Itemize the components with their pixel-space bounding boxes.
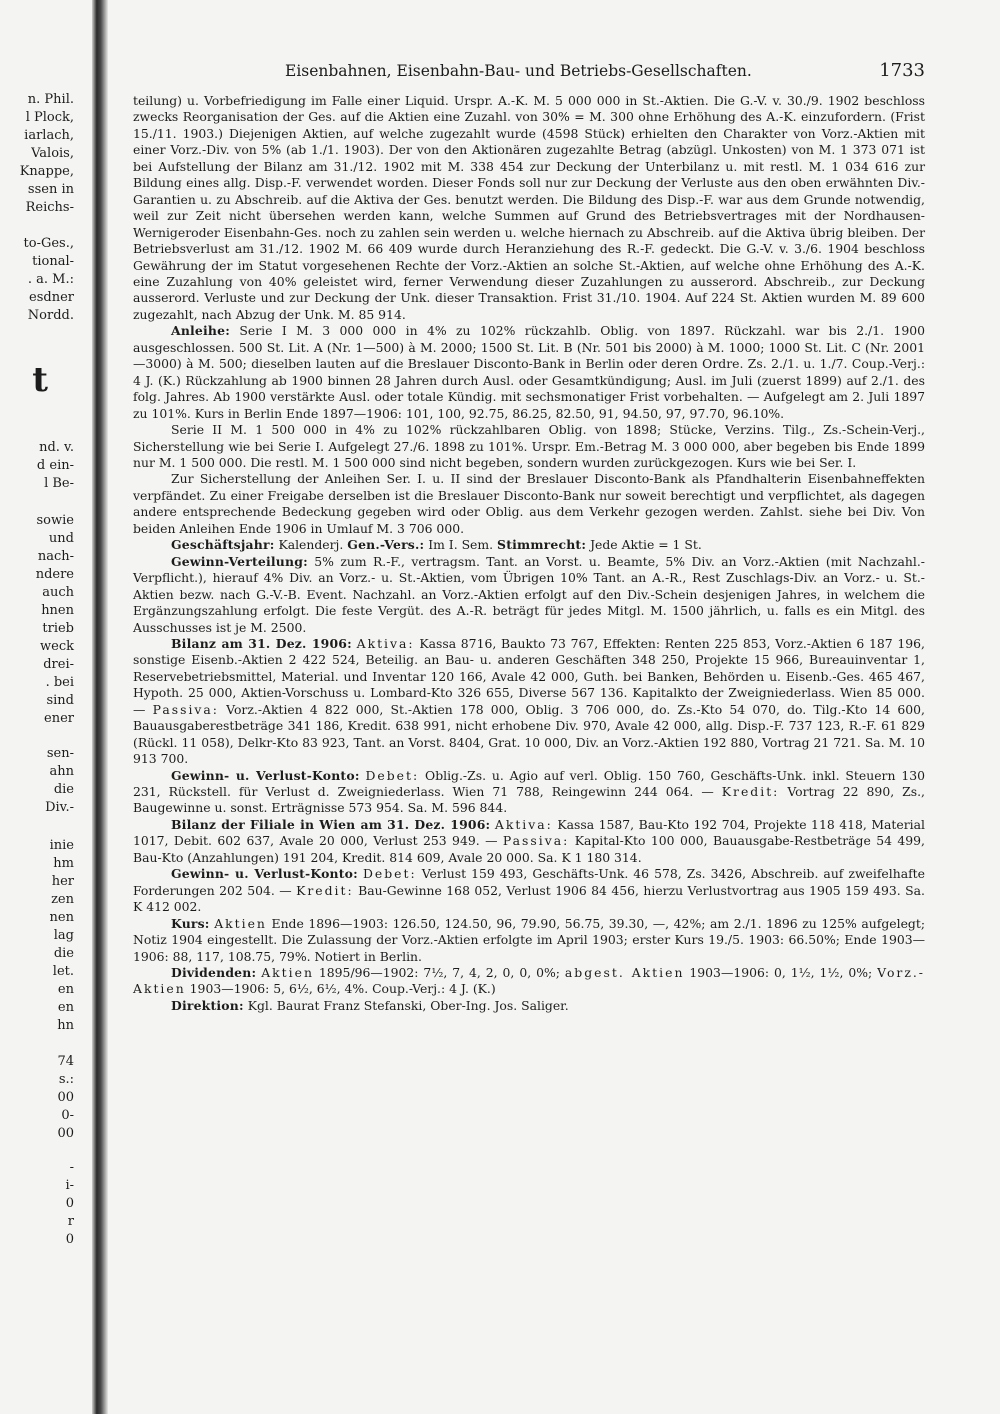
gutter-line: s.: [58, 1072, 74, 1087]
gutter-line: drei- [43, 657, 74, 672]
paragraph-text: Zur Sicherstellung der Anleihen Ser. I. u. II sind der Breslauer Disconto-Bank als Pfandhalterin Eisenbahneffekten verpfändet. Zu einer Freigabe derselben ist die Breslauer Disconto-Bank nur soweit berechtigt und verpflichtet, als dagegen andere entsprechende Bedeckung gegeben wird oder Oblig. aus dem Verkehr gezogen werden. Zahlst. siehe bei Div. Von beiden Anleihen Ende 1906 in Umlauf M. 3 706 000. [133, 471, 925, 536]
spaced-keyword: Kredit: [721, 784, 780, 800]
paragraph-anleihe [133, 323, 925, 422]
section-heading: Gewinn- u. Verlust-Konto: [171, 767, 360, 783]
gutter-line: 74 [57, 1054, 74, 1069]
gutter-line: hn [57, 1018, 74, 1033]
paragraph-gewinn-verlust [133, 768, 925, 817]
paragraph-kurs [133, 916, 925, 965]
gutter-line: hnen [41, 603, 74, 618]
section-heading: Dividenden: [171, 965, 257, 981]
gutter-line: Knappe, [19, 164, 74, 179]
spaced-keyword: abgest. Aktien [564, 965, 685, 981]
gutter-line: iarlach, [24, 128, 74, 143]
gutter-line: 0 [65, 1232, 74, 1247]
paragraph-direktion [133, 998, 925, 1014]
spaced-keyword: Aktien [261, 965, 314, 981]
paragraph-text: 1895/96—1902: 7½, 7, 4, 2, 0, 0, 0%; [318, 965, 560, 981]
section-heading: Gewinn-Verteilung: [171, 553, 308, 569]
spaced-keyword: Debet: [365, 767, 420, 783]
section-heading: Bilanz am 31. Dez. 1906: [171, 635, 352, 651]
gutter-line: - [69, 1160, 74, 1175]
running-header [120, 60, 925, 82]
paragraph-geschaeftsjahr [133, 537, 925, 553]
gutter-line: sen- [46, 746, 74, 761]
page-number: 1733 [879, 60, 925, 81]
spaced-keyword: Aktien [214, 915, 267, 931]
gutter-line: 00 [57, 1126, 74, 1141]
gutter-line: die [53, 782, 74, 797]
section-heading: Anleihe: [171, 323, 230, 339]
gutter-line: nach- [37, 549, 74, 564]
gutter-line: Div.- [45, 800, 74, 815]
paragraph-text: 5% zum R.-F., vertragsm. Tant. an Vorst. u. Beamte, 5% Div. an Vorz.-Aktien (mit Nachzahl.-Verpflicht.), hierauf 4% Div. an Vorz.- u. St.-Aktien, vom Übrigen 10% Tant. an A.-R., Rest Zuschlags-Div. an Vorz.- u. St.-Aktien bezw. nach G.-V.-B. Event. Nachzahl. an Vorz.-Aktien erfolgt auf den Div.-Schein desjenigen Jahres, in welchem die Ergänzungszahlung erfolgt. Die feste Vergüt. des A.-R. beträgt für jedes Mitgl. M. 1500 jährlich, u. falls es ein Mitgl. des Ausschusses ist je M. 2500. [133, 553, 925, 635]
paragraph-text: Vorz.-Aktien 4 822 000, St.-Aktien 178 000, Oblig. 3 706 000, do. Zs.-Kto 54 070, do. Tilg.-Kto 14 600, Bauausgaberestbeträge 341 186, Kredit. 638 991, nicht erhobene Div. 970, Avale 42 000, allg. Disp.-F. 737 123, R.-F. 61 829 (Rückl. 11 058), Delkr-Kto 83 923, Tant. an Vorst. 8404, Grat. 10 000, Div. an Vorz.-Aktien 192 880, Vortrag 21 721. Sa. M. 10 913 700. [133, 701, 925, 767]
paragraph-text: Serie II M. 1 500 000 in 4% zu 102% rückzahlbaren Oblig. von 1898; Stücke, Verzins. Tilg., Zs.-Schein-Verj., Sicherstellung wie bei Serie I. Aufgelegt 27./6. 1898 zu 101%. Urspr. Em.-Betrag M. 3 000 000, aber begeben bis Ende 1899 nur M. 1 500 000. Die restl. M. 1 500 000 sind nicht begeben, sondern wurden zurückgezogen. Kurs wie bei Ser. I. [133, 422, 925, 470]
section-heading: Direktion: [171, 997, 244, 1013]
gutter-line: auch [42, 585, 74, 600]
paragraph-text: Verlust 159 493, Geschäfts-Unk. 46 578, Zs. 3426, Abschreib. auf zweifelhafte Forderungen 202 504. — [133, 866, 925, 898]
gutter-line: n. Phil. [27, 92, 74, 107]
spaced-keyword: Vorz.-Aktien [133, 965, 925, 997]
gutter-line: trieb [42, 621, 74, 636]
gutter-line: tional- [32, 254, 74, 269]
paragraph-text: Ende 1896—1903: 126.50, 124.50, 96, 79.90, 56.75, 39.30, —, 42%; am 2./1. 1896 zu 125% aufgelegt; Notiz 1904 eingestellt. Die Zulassung der Vorz.-Aktien erfolgte im April 1903; erster Kurs 19./5. 1903: 66.50%; Ende 1903—1906: 88, 117, 108.75, 79%. Notiert in Berlin. [133, 915, 925, 964]
spaced-keyword: Kredit: [296, 882, 354, 898]
gutter-line: nd. v. [39, 440, 74, 455]
gutter-line: und [48, 531, 74, 546]
gutter-line: ndere [35, 567, 74, 582]
gutter-line: ener [44, 711, 74, 726]
page-fold-shadow [92, 0, 108, 1414]
gutter-line: l Plock, [25, 110, 74, 125]
section-heading: Kurs: [171, 915, 210, 931]
paragraph-text: teilung) u. Vorbefriedigung im Falle einer Liquid. Urspr. A.-K. M. 5 000 000 in St.-Aktien. Die G.-V. v. 30./9. 1902 beschloss zwecks Reorganisation der Ges. auf die Aktien eine Zuzahl. von 30% = M. 300 ohne Erhöhung des A.-K. einzufordern. (Frist 15./11. 1903.) Diejenigen Aktien, auf welche zugezahlt wurde (4598 Stück) erhielten den Charakter von Vorz.-Aktien mit einer Vorz.-Div. von 5% (ab 1./1. 1903). Der von den Aktionären zugezahlte Betrag (abzügl. Unkosten) von M. 1 373 071 ist bei Aufstellung der Bilanz am 31./12. 1902 mit M. 338 454 zur Deckung der Unterbilanz u. mit restl. M. 1 034 616 zur Bildung eines allg. Disp.-F. verwendet worden. Dieser Fonds soll nur zur Deckung der Verluste aus den oben erwähnten Div.-Garantien u. zu Abschreib. auf die Aktiva der Ges. benutzt werden. Die Bildung des Disp.-F. war aus dem Grunde notwendig, weil zur Zeit nicht übersehen werden kann, welche Summen auf Grund des Betriebsvertrages mit der Nordhausen-Wernigeroder Eisenbahn-Ges. noch zu zahlen sein werden u. welche hiernach zu Abschreib. auf die Aktiva übrig bleiben. Der Betriebsverlust am 31./12. 1902 M. 66 409 wurde durch Heranziehung des R.-F. gedeckt. Die G.-V. v. 3./6. 1904 beschloss Gewährung der im Statut vorgesehenen Rechte der Vorz.-Aktien an solche St.-Aktien, auf welche ohne Erhöhung des A.-K. eine Zuzahlung von 40% geleistet wird, ferner Verwendung dieser Zuzahlungen zu ausserord. Abschreib., zur Deckung ausserord. Verluste und zur Deckung der Unk. dieser Transaktion. Frist 31./10. 1904. Auf 224 St. Aktien wurden M. 89 600 zugezahlt, nach Abzug der Unk. M. 85 914. [133, 93, 925, 322]
paragraph-text: Oblig.-Zs. u. Agio auf verl. Oblig. 150 760, Geschäfts-Unk. inkl. Steuern 130 231, Rückstell. für Verlust d. Zweigniederlass. Wien 71 788, Reingewinn 244 064. — [133, 767, 925, 800]
gutter-line: en [57, 1000, 74, 1015]
gutter-line: ahn [49, 764, 74, 779]
gutter-line: 0- [61, 1108, 74, 1123]
gutter-line: Valois, [31, 146, 74, 161]
gutter-line: hm [53, 856, 74, 871]
paragraph-dividenden [133, 965, 925, 998]
section-heading: Bilanz der Filiale in Wien am 31. Dez. 1906: [171, 816, 491, 832]
paragraph-text: Kassa 8716, Baukto 73 767, Effekten: Renten 225 853, Vorz.-Aktien 6 187 196, sonstige Eisenb.-Aktien 2 422 524, Beteilig. an Bau- u. anderen Geschäften 348 250, Projekte 15 966, Bureauinventar 1, Reservebetriebsmittel, Material. und Inventar 120 166, Avale 42 000, Guth. bei Banken, Behörden u. Eisenb.-Ges. 465 467, Hypoth. 25 000, Aktien-Vorschuss u. Lombard-Kto 326 655, Diverse 567 136. Kapitalkto der Zweigniederlass. Wien 85 000. — [133, 635, 925, 717]
gutter-line: d ein- [36, 458, 74, 473]
paragraph-text: Kgl. Baurat Franz Stefanski, Ober-Ing. Jos. Saliger. [247, 997, 569, 1013]
paragraph-text: Kassa 1587, Bau-Kto 192 704, Projekte 118 418, Material 1017, Debit. 602 637, Avale 20 000, Verlust 253 949. — [133, 816, 925, 849]
paragraph-capital-history [133, 93, 925, 323]
gutter-line: lag [53, 928, 74, 943]
paragraph-text: Jede Aktie = 1 St. [590, 537, 702, 553]
section-heading: Stimmrecht: [497, 537, 587, 553]
paragraph-text: Vortrag 22 890, Zs., Baugewinne u. sonst. Erträgnisse 573 954. Sa. M. 596 844. [133, 784, 925, 816]
gutter-line: let. [52, 964, 74, 979]
gutter-line: i- [65, 1178, 74, 1193]
gutter-line: esdner [29, 290, 74, 305]
paragraph-gewinn-verlust-wien [133, 866, 925, 915]
running-title: Eisenbahnen, Eisenbahn-Bau- und Betriebs-Gesellschaften. [285, 62, 752, 80]
gutter-line: r [67, 1214, 74, 1229]
gutter-line: zen [51, 892, 74, 907]
paragraph-text: Kapital-Kto 100 000, Bauausgabe-Restbeträge 54 499, Bau-Kto (Anzahlungen) 191 204, Kredit. 814 609, Avale 20 000. Sa. K 1 180 314. [133, 833, 925, 865]
paragraph-gewinn-verteilung [133, 554, 925, 636]
spaced-keyword: Debet: [362, 866, 417, 882]
gutter-line: 00 [57, 1090, 74, 1105]
gutter-line: . a. M.: [27, 272, 74, 287]
paragraph-text: Kalenderj. [278, 537, 344, 553]
gutter-line: nen [49, 910, 74, 925]
spaced-keyword: Passiva: [502, 833, 570, 849]
spaced-keyword: Aktiva: [494, 816, 553, 832]
paragraph-serie-ii [133, 422, 925, 471]
section-heading: Gewinn- u. Verlust-Konto: [171, 866, 358, 882]
paragraph-text: 1903—1906: 5, 6½, 6½, 4%. Coup.-Verj.: 4 J. (K.) [189, 981, 496, 997]
paragraph-text: 1903—1906: 0, 1½, 1½, 0%; [689, 965, 873, 981]
paragraph-text: Im I. Sem. [428, 537, 494, 553]
gutter-line: Nordd. [27, 308, 74, 323]
spaced-keyword: Aktiva: [356, 635, 415, 651]
paragraph-bilanz [133, 636, 925, 768]
gutter-line: ssen in [27, 182, 74, 197]
gutter-line: 0 [65, 1196, 74, 1211]
gutter-line: die [53, 946, 74, 961]
gutter-line: t [32, 360, 48, 400]
gutter-line: en [57, 982, 74, 997]
paragraph-bilanz-wien [133, 817, 925, 866]
gutter-line: sowie [36, 513, 74, 528]
paragraph-text: Bau-Gewinne 168 052, Verlust 1906 84 456, hierzu Verlustvortrag aus 1905 159 493. Sa. K 412 002. [133, 882, 925, 915]
main-text-column [133, 93, 925, 1014]
section-heading: Gen.-Vers.: [347, 537, 425, 553]
gutter-line: her [51, 874, 74, 889]
gutter-line: . bei [45, 675, 74, 690]
gutter-line: weck [40, 639, 74, 654]
paragraph-text: Serie I M. 3 000 000 in 4% zu 102% rückzahlb. Oblig. von 1897. Rückzahl. war bis 2./1. 1900 ausgeschlossen. 500 St. Lit. A (Nr. 1—500) à M. 2000; 1500 St. Lit. B (Nr. 501 bis 2000) à M. 1000; 1000 St. Lit. C (Nr. 2001—3000) à M. 500; dieselben lauten auf die Breslauer Disconto-Bank in Berlin oder deren Ordre. Zs. 2./1. u. 1./7. Coup.-Verj.: 4 J. (K.) Rückzahlung ab 1900 binnen 28 Jahren durch Ausl. oder Gesamtkündigung; Ausl. im Juli (zuerst 1899) auf 2./1. des folg. Jahres. Ab 1900 verstärkte Ausl. oder totale Kündig. mit sechsmonatiger Frist vorbehalten. — Aufgelegt am 2. Juli 1897 zu 101%. Kurs in Berlin Ende 1897—1906: 101, 100, 92.75, 86.25, 82.50, 91, 94.50, 97, 97.70, 96.10%. [133, 323, 925, 421]
spaced-keyword: Passiva: [152, 701, 219, 717]
gutter-line: Reichs- [25, 200, 74, 215]
paragraph-sicherstellung [133, 471, 925, 537]
gutter-line: l Be- [44, 476, 74, 491]
gutter-line: inie [49, 838, 74, 853]
left-page-gutter [0, 0, 92, 1414]
gutter-line: sind [46, 693, 74, 708]
gutter-line: to-Ges., [23, 236, 74, 251]
section-heading: Geschäftsjahr: [171, 537, 275, 553]
